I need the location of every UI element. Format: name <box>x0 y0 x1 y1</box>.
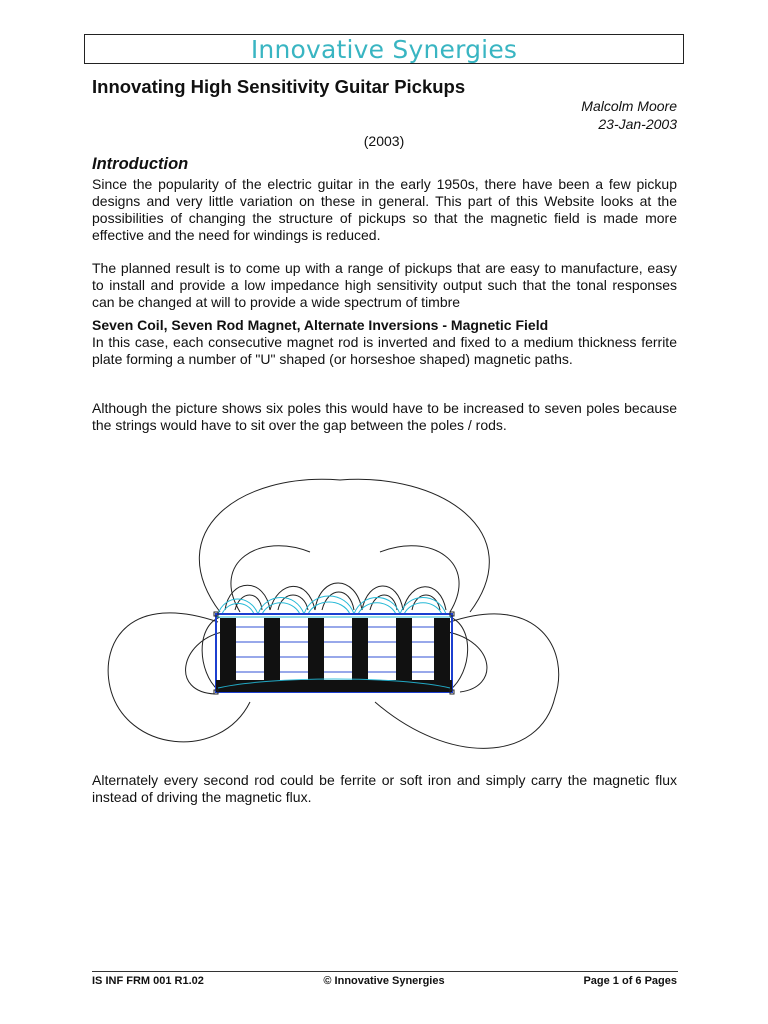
flux-lines-inner <box>218 627 450 688</box>
section-paragraph-3: Alternately every second rod could be ferrite or soft iron and simply carry the magnetic flux instead of driving the magnetic flux. <box>92 772 677 805</box>
section-heading: Seven Coil, Seven Rod Magnet, Alternate Inversions - Magnetic Field <box>92 317 549 333</box>
author-name: Malcolm Moore <box>581 98 677 114</box>
intro-paragraph-2: The planned result is to come up with a range of pickups that are easy to manufacture, easy to install and provide a low impedance high sensitivity output such that the tonal responses can be changed at will to provide a wide spectrum of timbre <box>92 260 677 310</box>
footer-page-number: Page 1 of 6 Pages <box>583 975 677 987</box>
footer-doc-id: IS INF FRM 001 R1.02 <box>92 975 204 987</box>
brand-title: Innovative Synergies <box>250 34 518 64</box>
header-box <box>84 34 684 64</box>
section-paragraph-2: Although the picture shows six poles this would have to be increased to seven poles because the strings would have to sit over the gap between the poles / rods. <box>92 400 677 433</box>
document-date: 23-Jan-2003 <box>598 116 677 132</box>
pickup-core <box>216 614 452 692</box>
document-title: Innovating High Sensitivity Guitar Pickups <box>92 76 466 97</box>
intro-paragraph-1: Since the popularity of the electric guitar in the early 1950s, there have been a few pickup designs and very little variation on these in general. This part of this Website looks at the possibilities of changing the structure of pickups so that the magnetic field is made more effective and the need for windings is reduced. <box>92 176 677 243</box>
introduction-heading: Introduction <box>92 155 189 173</box>
footer-copyright: © Innovative Synergies <box>323 975 445 987</box>
footer-rule <box>92 971 678 972</box>
section-paragraph-1: In this case, each consecutive magnet rod is inverted and fixed to a medium thickness ferrite plate forming a number of "U" shaped (or horseshoe shaped) magnetic paths. <box>92 334 677 367</box>
document-year: (2003) <box>363 133 405 149</box>
magnetic-field-figure <box>100 462 610 762</box>
